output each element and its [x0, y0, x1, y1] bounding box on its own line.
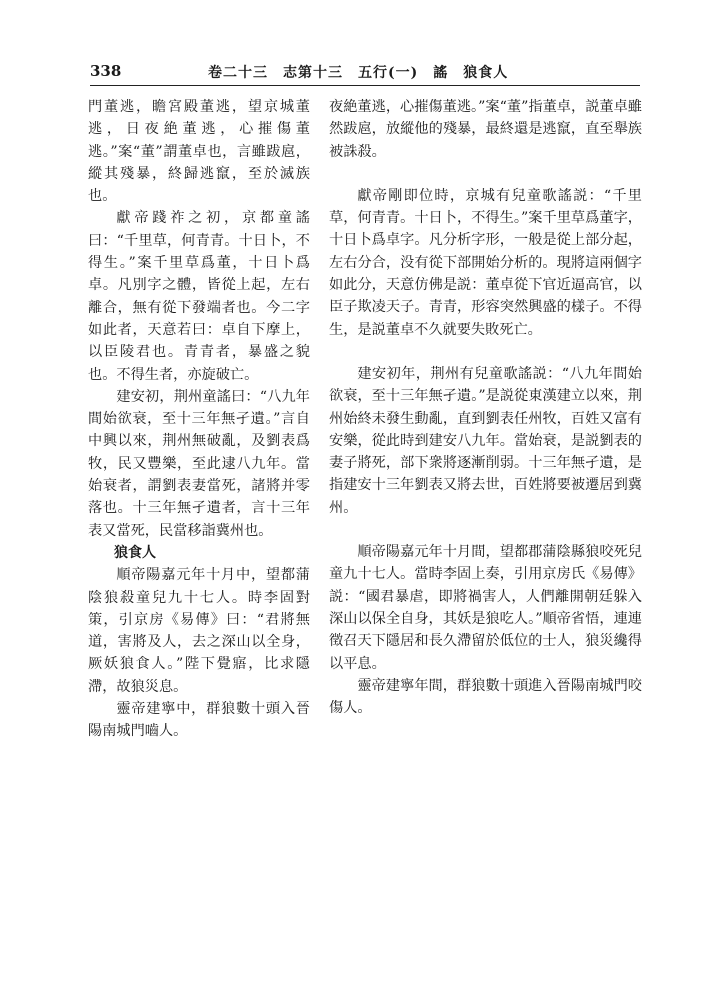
- section-heading: 狼食人: [114, 544, 156, 561]
- original-paragraph-5: 靈帝建寧中，群狼數十頭入晉陽南城門嚙人。: [88, 701, 310, 740]
- translation-paragraph-4: 順帝陽嘉元年十月間，望都郡蒲陰縣狼咬死兒童九十七人。當時李固上奏，引用京房氏《易傳》説：“國君暴虐，即將禍害人，人們離開朝廷躲入深山以保全自身，其妖是狼吃人。”順帝省悟，連連徵召天下隱居和長久滯留於低位的士人，狼災纔得以平息。: [329, 544, 642, 672]
- translation-paragraph-3: 建安初年，荆州有兒童歌謠説：“八九年間始欲衰，至十三年無孑遺。”是説從東漢建立以來，荆州始終未發生動亂，直到劉表任州牧，百姓又富有安樂，從此時到建安八九年。當始衰，是説劉表的妻子將死，部下衆將逐漸削弱。十三年無孑遺，是指建安十三年劉表又將去世，百姓將要被遷居到冀州。: [329, 365, 642, 516]
- running-head: 卷二十三 志第十三 五行(一) 謠 狼食人: [208, 65, 509, 81]
- original-paragraph-3: 建安初，荆州童謠曰：“八九年間始欲衰，至十三年無孑遺。”言自中興以來，荆州無破亂，及劉表爲牧，民又豐樂，至此逮八九年。當始衰者，謂劉表妻當死，諸將并零落也。十三年無孑遺者，言十三年表又當死，民當移詣冀州也。: [88, 388, 310, 539]
- original-paragraph-1: 門董逃，瞻宮殿董逃，望京城董逃，日夜絶董逃，心摧傷董逃。”案“董”謂董卓也，言雖跋扈，縱其殘暴，終歸逃竄，至於滅族也。: [88, 99, 310, 205]
- page-number: 338: [90, 62, 122, 80]
- translation-paragraph-2: 獻帝剛即位時，京城有兒童歌謠説：“千里草，何青青。十日卜，不得生。”案千里草爲董字，十日卜爲卓字。凡分析字形，一般是從上部分起，左右分合，没有從下部開始分析的。現將這兩個字如此分，天意仿佛是説：董卓從下官近逼高官，以臣子欺凌天子。青青，形容突然興盛的樣子。不得生，是説董卓不久就要失敗死亡。: [329, 187, 642, 338]
- translation-paragraph-5: 靈帝建寧年間，群狼數十頭進入晉陽南城門咬傷人。: [329, 677, 642, 717]
- spacer: [329, 341, 642, 363]
- original-text-column: [88, 96, 310, 743]
- header-rule: [90, 85, 640, 86]
- original-paragraph-2: 獻帝踐祚之初，京都童謠曰：“千里草，何青青。十日卜，不得生。”案千里草爲董，十日卜爲卓。凡別字之體，皆從上起，左右離合，無有從下發端者也。今二字如此者，天意若曰：卓自下摩上，以臣陵君也。青青者，暴盛之貌也。不得生者，亦旋破亡。: [88, 210, 310, 383]
- translation-paragraph-1: 夜絶董逃，心摧傷董逃。”案“董”指董卓，説董卓雖然跋扈，放縱他的殘暴，最終還是逃竄，直至舉族被誅殺。: [329, 99, 642, 160]
- translation-text-column: [329, 96, 642, 719]
- original-paragraph-4: 順帝陽嘉元年十月中，望都蒲陰狼殺童兒九十七人。時李固對策，引京房《易傳》曰：“君將無道，害將及人，去之深山以全身，厥妖狼食人。”陛下覺寤，比求隱滯，故狼災息。: [88, 567, 310, 695]
- spacer: [329, 163, 642, 185]
- spacer: [329, 519, 642, 541]
